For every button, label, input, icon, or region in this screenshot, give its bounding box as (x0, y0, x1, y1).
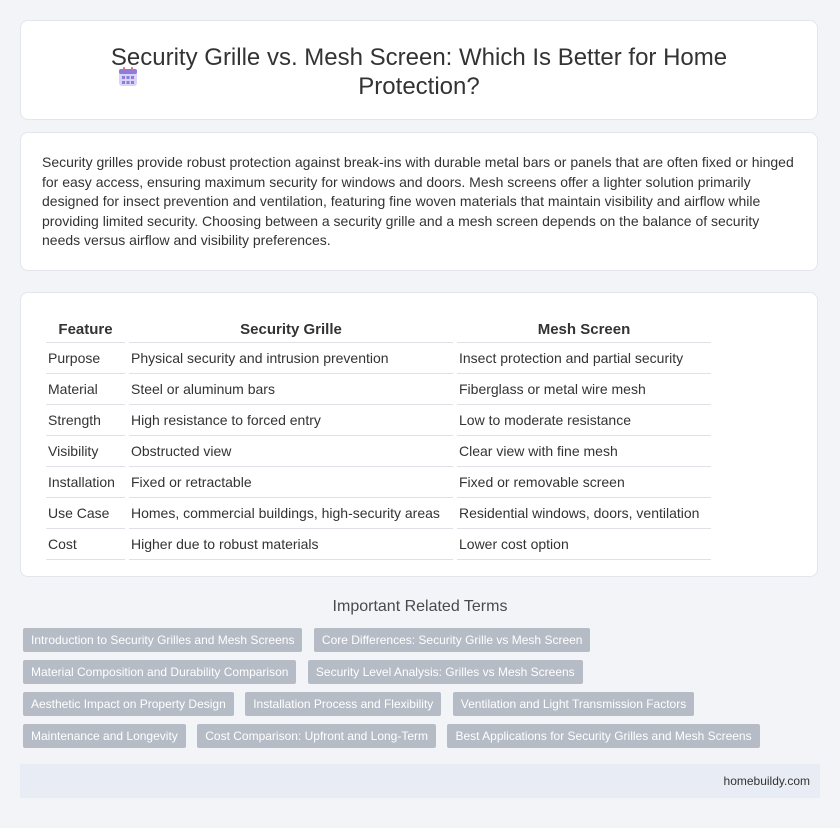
related-term-tag[interactable]: Maintenance and Longevity (23, 724, 186, 748)
related-term-tag[interactable]: Core Differences: Security Grille vs Mesh Screen (314, 628, 591, 652)
title-card (20, 20, 818, 120)
related-term-tag[interactable]: Best Applications for Security Grilles and Mesh Screens (447, 724, 759, 748)
table-header-row (46, 312, 711, 343)
header-feature: Feature (46, 312, 125, 343)
related-terms-heading: Important Related Terms (332, 598, 508, 615)
cell-security-grille: Fixed or retractable (129, 467, 453, 498)
related-term-tag[interactable]: Ventilation and Light Transmission Factors (453, 692, 694, 716)
footer-site-link[interactable]: homebuildy.com (723, 774, 810, 788)
table-row (46, 467, 711, 498)
cell-feature: Purpose (46, 343, 125, 374)
cell-security-grille: Higher due to robust materials (129, 529, 453, 560)
table-row (46, 436, 711, 467)
header-security-grille: Security Grille (129, 312, 453, 343)
summary-card (20, 132, 818, 271)
related-terms-list (23, 628, 803, 756)
cell-security-grille: Physical security and intrusion prevention (129, 343, 453, 374)
related-term-tag[interactable]: Security Level Analysis: Grilles vs Mesh Screens (308, 660, 583, 684)
related-term-tag[interactable]: Cost Comparison: Upfront and Long-Term (197, 724, 436, 748)
related-term-tag[interactable]: Introduction to Security Grilles and Mesh Screens (23, 628, 302, 652)
table-row (46, 498, 711, 529)
table-row (46, 529, 711, 560)
related-term-tag[interactable]: Material Composition and Durability Comparison (23, 660, 296, 684)
related-term-tag[interactable]: Aesthetic Impact on Property Design (23, 692, 234, 716)
cell-feature: Strength (46, 405, 125, 436)
table-row (46, 374, 711, 405)
cell-feature: Visibility (46, 436, 125, 467)
cell-security-grille: Obstructed view (129, 436, 453, 467)
cell-mesh-screen: Fiberglass or metal wire mesh (457, 374, 711, 405)
summary-paragraph: Security grilles provide robust protection against break-ins with durable metal bars or panels that are often fixed or hinged for easy access, ensuring maximum security for windows and doors. Mesh screens offer a lighter solution primarily designed for insect prevention and ventilation, featuring fine woven materials that maintain visibility and airflow while providing limited security. Choosing between a security grille and a mesh screen depends on the balance of security needs versus airflow and visibility preferences. (42, 154, 794, 249)
cell-security-grille: High resistance to forced entry (129, 405, 453, 436)
cell-feature: Material (46, 374, 125, 405)
cell-feature: Installation (46, 467, 125, 498)
header-mesh-screen: Mesh Screen (457, 312, 711, 343)
cell-security-grille: Homes, commercial buildings, high-security areas (129, 498, 453, 529)
comparison-table-card (20, 292, 818, 577)
cell-mesh-screen: Low to moderate resistance (457, 405, 711, 436)
cell-mesh-screen: Insect protection and partial security (457, 343, 711, 374)
table-row (46, 343, 711, 374)
comparison-table (42, 312, 715, 560)
cell-security-grille: Steel or aluminum bars (129, 374, 453, 405)
cell-mesh-screen: Fixed or removable screen (457, 467, 711, 498)
related-term-tag[interactable]: Installation Process and Flexibility (245, 692, 441, 716)
cell-feature: Use Case (46, 498, 125, 529)
table-row (46, 405, 711, 436)
cell-mesh-screen: Residential windows, doors, ventilation (457, 498, 711, 529)
footer (20, 764, 820, 798)
page-title: Security Grille vs. Mesh Screen: Which Is Better for Home Protection? (110, 44, 728, 100)
cell-mesh-screen: Clear view with fine mesh (457, 436, 711, 467)
cell-feature: Cost (46, 529, 125, 560)
cell-mesh-screen: Lower cost option (457, 529, 711, 560)
